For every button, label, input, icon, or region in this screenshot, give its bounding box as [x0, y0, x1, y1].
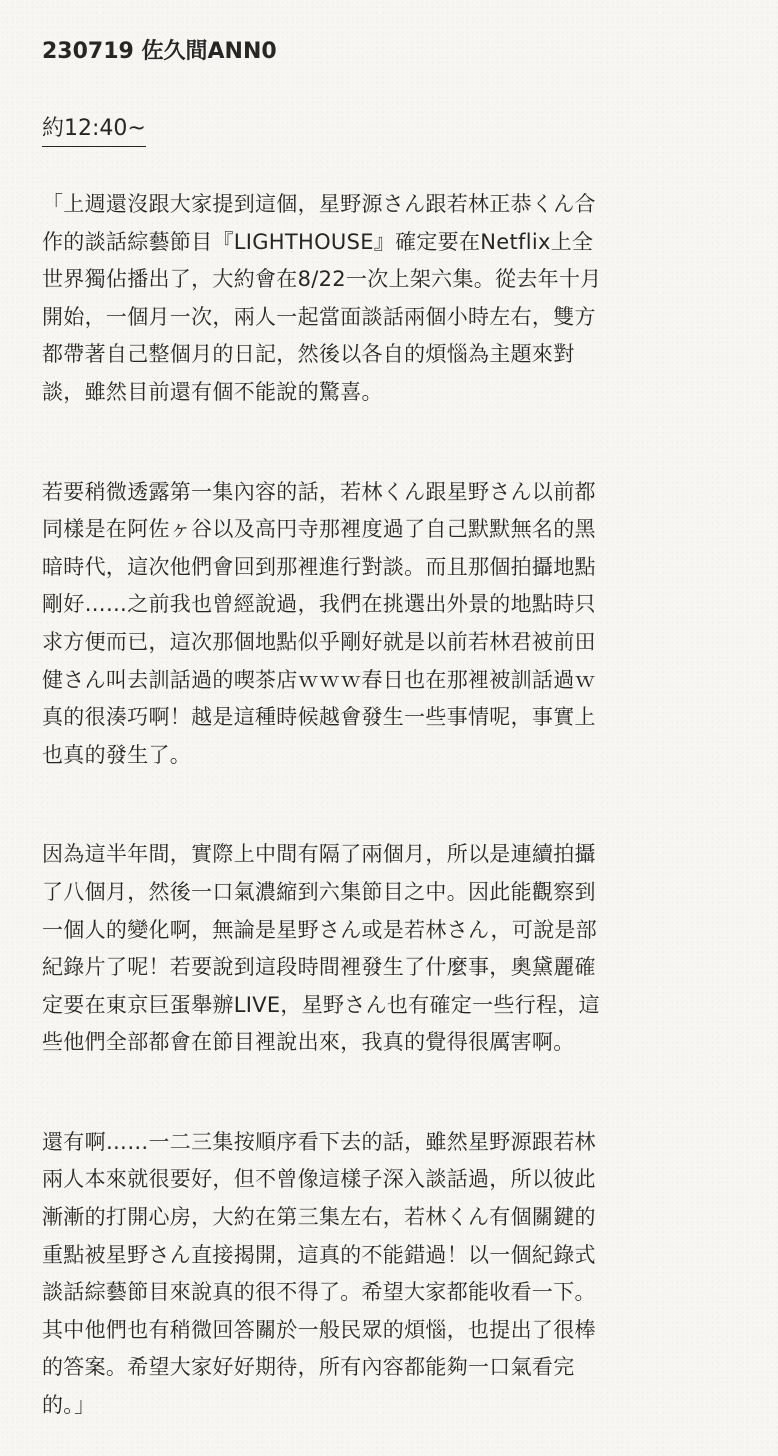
paragraph-line: 同樣是在阿佐ヶ谷以及高円寺那裡度過了自己默默無名的黑 — [42, 517, 596, 542]
paragraph-line: 剛好……之前我也曾經說過，我們在挑選出外景的地點時只 — [42, 592, 596, 617]
paragraph-line: 開始，一個月一次，兩人一起當面談話兩個小時左右，雙方 — [42, 304, 596, 329]
paragraph-line: 世界獨佔播出了，大約會在8/22一次上架六集。從去年十月 — [42, 267, 602, 292]
paragraph-line: 談，雖然目前還有個不能說的驚喜。 — [42, 379, 383, 404]
document-title: 230719 佐久間ANN0 — [42, 39, 277, 64]
transcript-paragraph-4 — [42, 1124, 736, 1425]
timestamp-section — [42, 114, 736, 150]
paragraph-line: 若要稍微透露第一集內容的話，若林くん跟星野さん以前都 — [42, 479, 596, 504]
transcript-paragraph-1 — [42, 186, 736, 412]
paragraph-line: 求方便而已，這次那個地點似乎剛好就是以前若林君被前田 — [42, 629, 596, 654]
transcript-paragraph-2 — [42, 474, 736, 775]
paragraph-line: 重點被星野さん直接揭開，這真的不能錯過！以一個紀錄式 — [42, 1242, 596, 1267]
paragraph-line: 其中他們也有稍微回答關於一般民眾的煩惱，也提出了很棒 — [42, 1317, 596, 1342]
paragraph-line: 漸漸的打開心房，大約在第三集左右，若林くん有個關鍵的 — [42, 1205, 596, 1230]
paragraph-line: 健さん叫去訓話過的喫茶店ｗｗｗ春日也在那裡被訓話過ｗ — [42, 667, 596, 692]
transcript-paragraph-3 — [42, 836, 736, 1062]
paragraph-line: 的答案。希望大家好好期待，所有內容都能夠一口氣看完 — [42, 1355, 575, 1380]
paragraph-line: 談話綜藝節目來說真的很不得了。希望大家都能收看一下。 — [42, 1280, 596, 1305]
paragraph-line: 暗時代，這次他們會回到那裡進行對談。而且那個拍攝地點 — [42, 554, 596, 579]
paragraph-line: 還有啊……一二三集按順序看下去的話，雖然星野源跟若林 — [42, 1129, 596, 1154]
paragraph-line: 因為這半年間，實際上中間有隔了兩個月，所以是連續拍攝 — [42, 842, 596, 867]
paragraph-line: 些他們全部都會在節目裡說出來，我真的覺得很厲害啊。 — [42, 1030, 575, 1055]
paragraph-line: 的。」 — [42, 1393, 96, 1418]
transcript-body — [42, 186, 736, 1425]
paragraph-line: 紀錄片了呢！若要說到這段時間裡發生了什麼事，奧黛麗確 — [42, 955, 596, 980]
paragraph-line: 兩人本來就很要好，但不曾像這樣子深入談話過，所以彼此 — [42, 1167, 596, 1192]
paragraph-line: 一個人的變化啊，無論是星野さん或是若林さん，可說是部 — [42, 917, 598, 942]
paragraph-line: 也真的發生了。 — [42, 742, 192, 767]
paragraph-line: 定要在東京巨蛋舉辦LIVE，星野さん也有確定一些行程，這 — [42, 992, 600, 1017]
paragraph-line: 了八個月，然後一口氣濃縮到六集節目之中。因此能觀察到 — [42, 879, 596, 904]
paragraph-line: 作的談話綜藝節目『LIGHTHOUSE』確定要在Netflix上全 — [42, 229, 594, 254]
paragraph-line: 都帶著自己整個月的日記，然後以各自的煩惱為主題來對 — [42, 342, 575, 367]
timestamp-label: 約12:40~ — [42, 114, 146, 147]
paragraph-line: 真的很湊巧啊！越是這種時候越會發生一些事情呢，事實上 — [42, 705, 596, 730]
paragraph-line: 「上週還沒跟大家提到這個，星野源さん跟若林正恭くん合 — [42, 192, 596, 216]
